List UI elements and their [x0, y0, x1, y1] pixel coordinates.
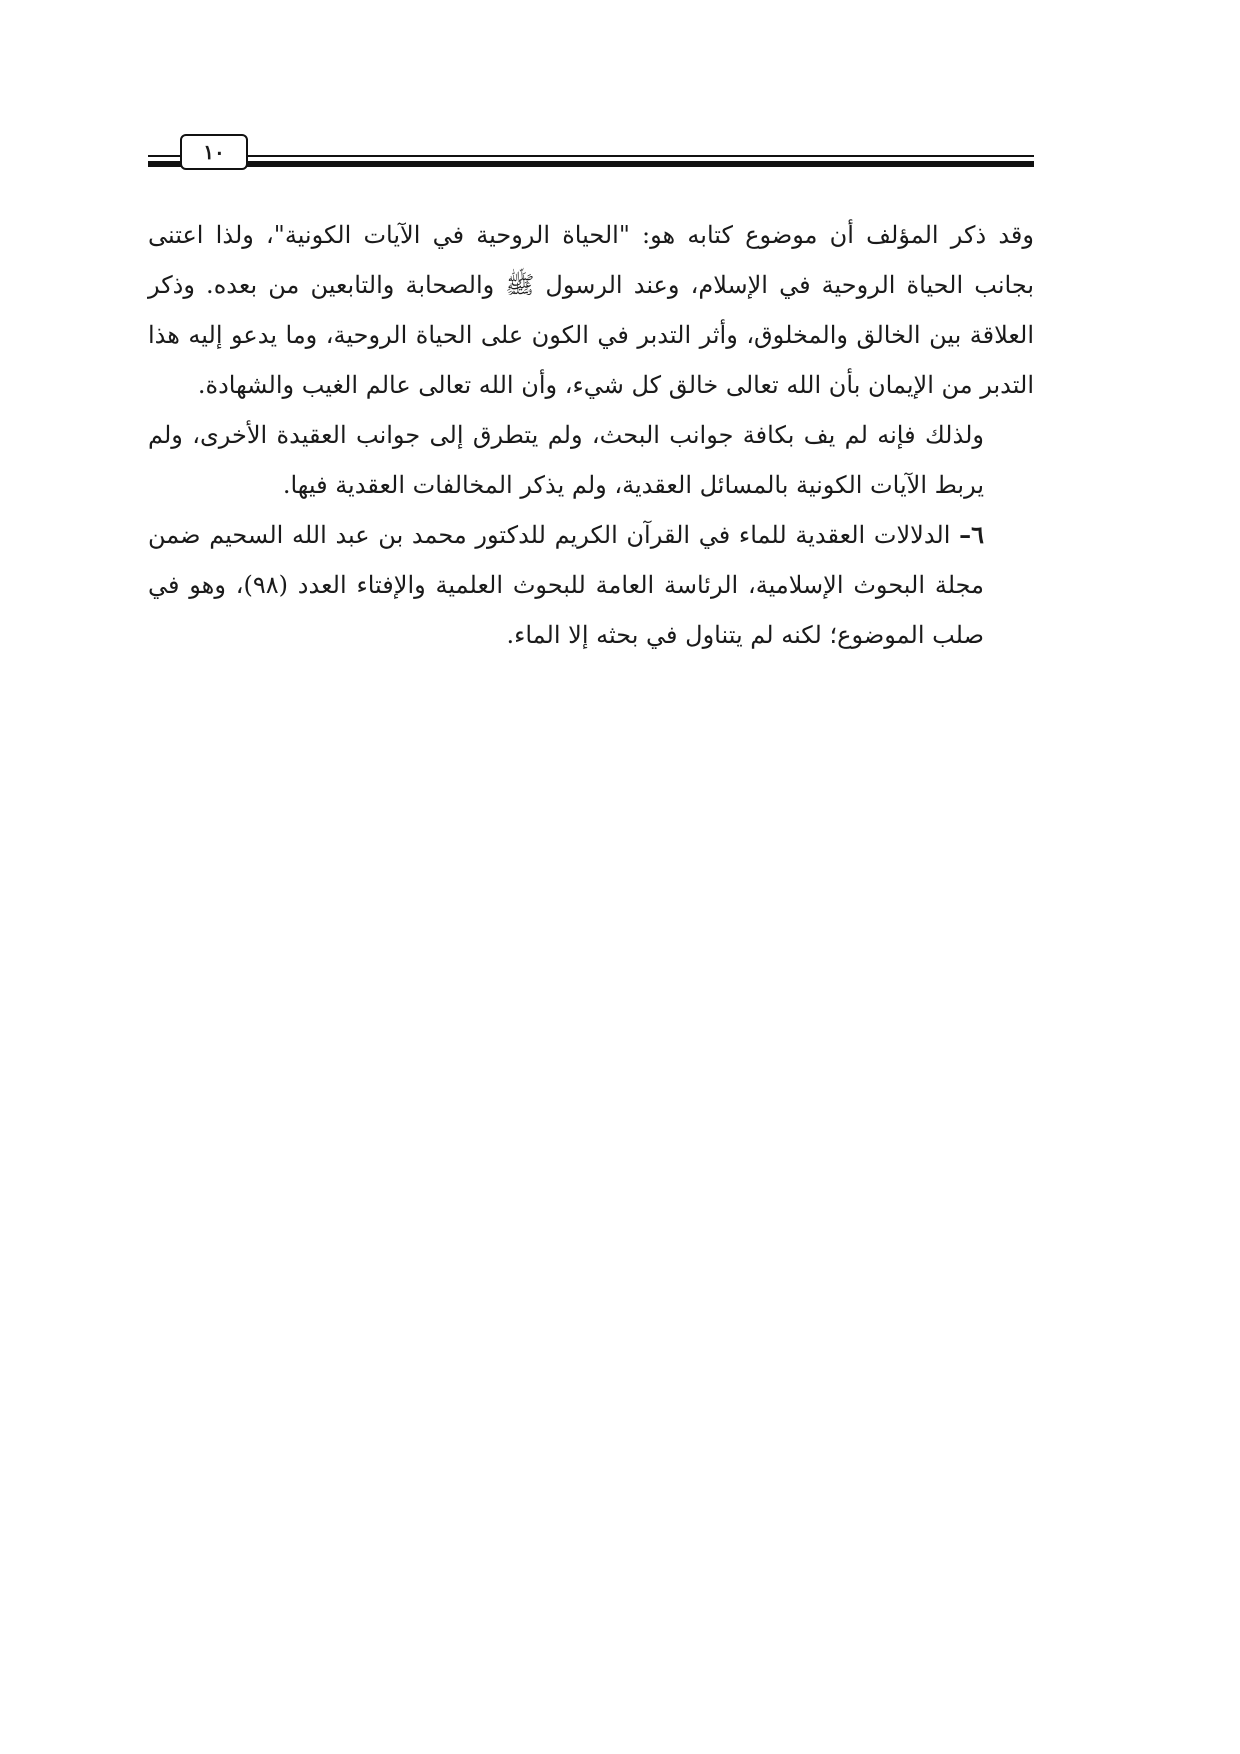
- paragraph-3-text: الدلالات العقدية للماء في القرآن الكريم للدكتور محمد بن عبد الله السحيم ضمن مجلة البحوث الإسلامية، الرئاسة العامة للبحوث العلمية والإفتاء العدد (٩٨)، وهو في صلب الموضوع؛ لكنه لم يتناول في بحثه إلا الماء.: [148, 521, 984, 649]
- paragraph-2: ولذلك فإنه لم يف بكافة جوانب البحث، ولم يتطرق إلى جوانب العقيدة الأخرى، ولم يربط الآيات الكونية بالمسائل العقدية، ولم يذكر المخالفات العقدية فيها.: [148, 421, 984, 499]
- page-number: ١٠: [180, 134, 248, 170]
- paragraph-1: وقد ذكر المؤلف أن موضوع كتابه هو: "الحياة الروحية في الآيات الكونية"، ولذا اعتنى بجانب الحياة الروحية في الإسلام، وعند الرسول ﷺ والصحابة والتابعين من بعده. وذكر العلاقة بين الخالق والمخلوق، وأثر التدبر في الكون على الحياة الروحية، وما يدعو إليه هذا التدبر من الإيمان بأن الله تعالى خالق كل شيء، وأن الله تعالى عالم الغيب والشهادة.: [148, 221, 1034, 399]
- list-item-number: ٦–: [959, 520, 984, 549]
- paragraph-3: [148, 510, 1034, 660]
- header-thick-rule: [148, 161, 1034, 167]
- header-thin-rule: [148, 155, 1034, 157]
- page-header: [148, 130, 1034, 170]
- body-text: [148, 210, 1034, 660]
